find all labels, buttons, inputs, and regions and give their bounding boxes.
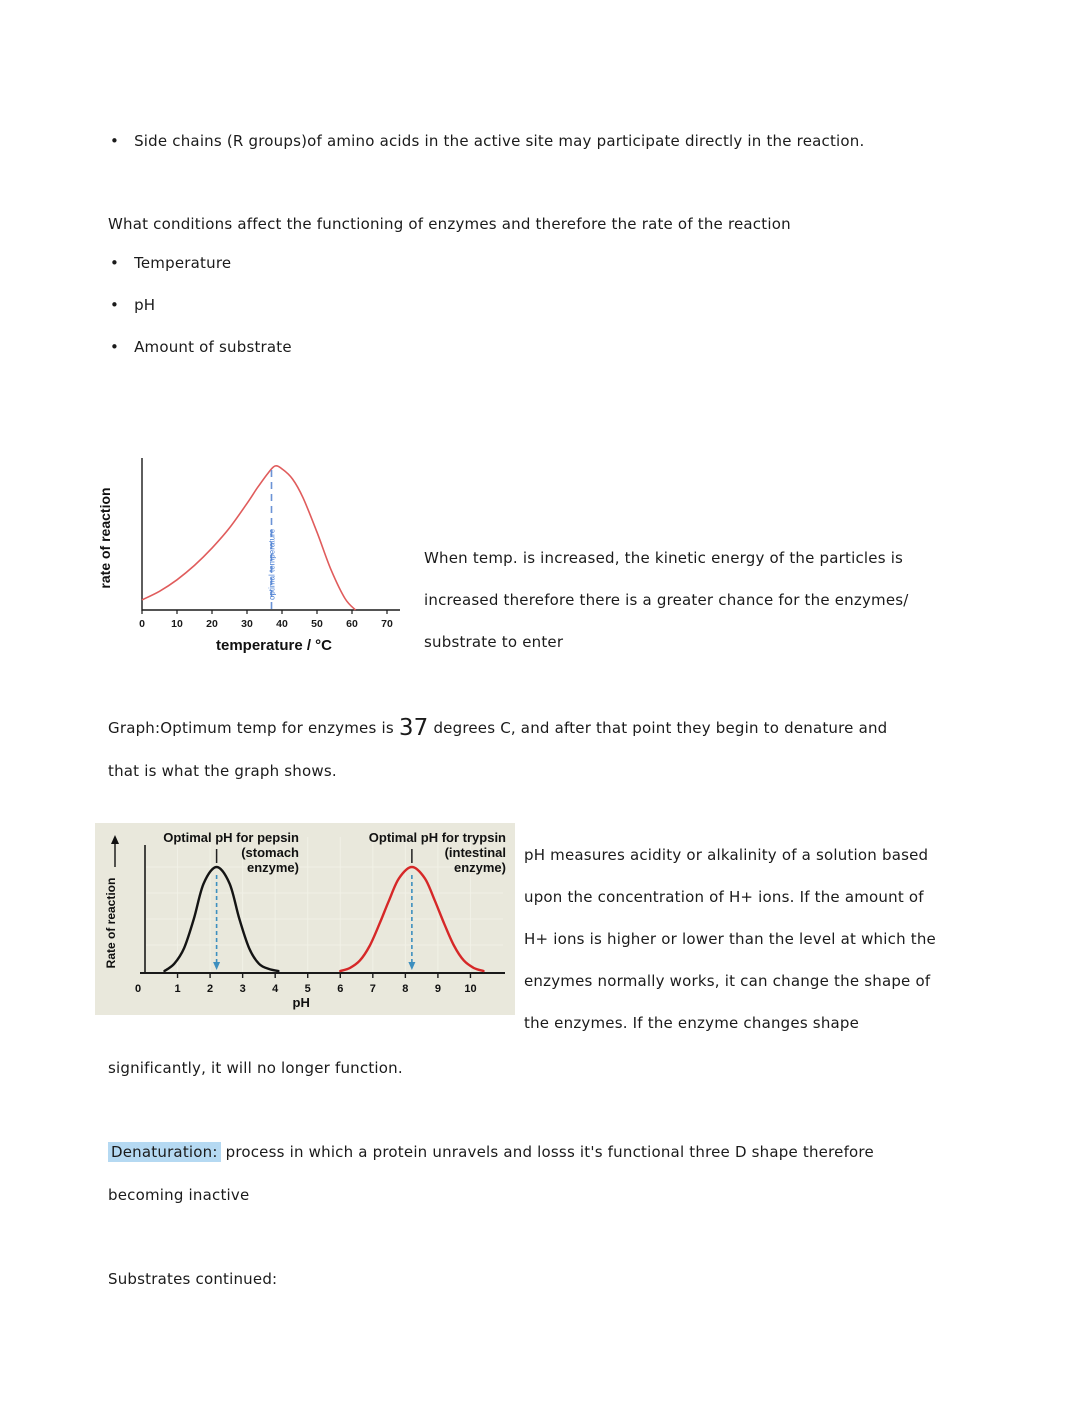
ph-note (524, 846, 936, 1056)
svg-text:2: 2 (207, 983, 214, 995)
svg-text:10: 10 (171, 618, 183, 630)
svg-text:0: 0 (134, 983, 142, 995)
svg-text:9: 9 (434, 983, 441, 995)
svg-text:7: 7 (369, 983, 376, 995)
denaturation-line2: becoming inactive (108, 1186, 250, 1204)
svg-text:0: 0 (139, 618, 145, 630)
chart-title-line: enzyme) (246, 860, 299, 875)
bullet-side-chains: • Side chains (R groups)of amino acids in the active site may participate directly in the reaction. (110, 130, 864, 152)
note-line: enzymes normally works, it can change the shape of (524, 972, 931, 990)
svg-text:30: 30 (241, 618, 253, 630)
note-line: increased therefore there is a greater chance for the enzymes/ (424, 591, 909, 609)
svg-text:rate of reaction: rate of reaction (97, 487, 113, 589)
note-line: When temp. is increased, the kinetic energy of the particles is (424, 549, 904, 567)
svg-text:10: 10 (464, 983, 477, 995)
chart-title-line: (intestinal (444, 845, 506, 860)
svg-text:40: 40 (276, 618, 288, 630)
caption-post: degrees C, and after that point they begin to denature and (428, 719, 888, 737)
note-line: the enzymes. If the enzyme changes shape (524, 1014, 860, 1032)
denaturation-definition: process in which a protein unravels and losss it's functional three D shape therefore (220, 1143, 874, 1161)
svg-text:20: 20 (206, 618, 218, 630)
denaturation-line1 (108, 1141, 874, 1163)
ph-chart-title-trypsin (338, 830, 506, 875)
caption-pre: Graph:Optimum temp for enzymes is (108, 719, 399, 737)
svg-text:5: 5 (304, 983, 311, 995)
svg-text:4: 4 (272, 983, 279, 995)
graph-caption-line1 (108, 717, 887, 739)
condition-item: • Temperature (110, 254, 292, 296)
denaturation-term: Denaturation: (108, 1142, 221, 1162)
condition-item: • pH (110, 296, 292, 338)
svg-text:pH: pH (292, 995, 310, 1010)
note-line: upon the concentration of H+ ions. If the amount of (524, 888, 924, 906)
conditions-list (110, 254, 292, 380)
svg-text:70: 70 (381, 618, 393, 630)
svg-text:3: 3 (239, 983, 246, 995)
temperature-note (424, 549, 909, 675)
chart-title-line: Optimal pH for pepsin (163, 830, 299, 845)
ph-chart-title-pepsin (131, 830, 299, 875)
chart-title-line: enzyme) (453, 860, 506, 875)
svg-text:1: 1 (174, 983, 181, 995)
condition-item: • Amount of substrate (110, 338, 292, 380)
chart-title-line: Optimal pH for trypsin (368, 830, 506, 845)
note-line: H+ ions is higher or lower than the level at which the (524, 930, 936, 948)
svg-text:optimal temperature: optimal temperature (267, 528, 277, 600)
note-line: substrate to enter (424, 633, 564, 651)
svg-text:6: 6 (337, 983, 344, 995)
svg-text:8: 8 (402, 983, 409, 995)
ph-note-continuation: significantly, it will no longer function. (108, 1059, 403, 1077)
conditions-heading: What conditions affect the functioning of enzymes and therefore the rate of the reaction (108, 215, 791, 233)
temperature-chart (96, 452, 426, 657)
chart-title-line: (stomach (241, 845, 299, 860)
note-line: pH measures acidity or alkalinity of a solution based (524, 846, 929, 864)
svg-text:Rate of reaction: Rate of reaction (104, 877, 118, 969)
graph-caption-line2: that is what the graph shows. (108, 762, 337, 780)
svg-text:50: 50 (311, 618, 323, 630)
svg-text:temperature / °C: temperature / °C (215, 637, 333, 654)
temperature-chart-svg (96, 452, 426, 657)
ph-chart (95, 823, 515, 1015)
caption-number: 37 (398, 715, 429, 741)
substrates-heading: Substrates continued: (108, 1270, 278, 1288)
svg-text:60: 60 (346, 618, 358, 630)
